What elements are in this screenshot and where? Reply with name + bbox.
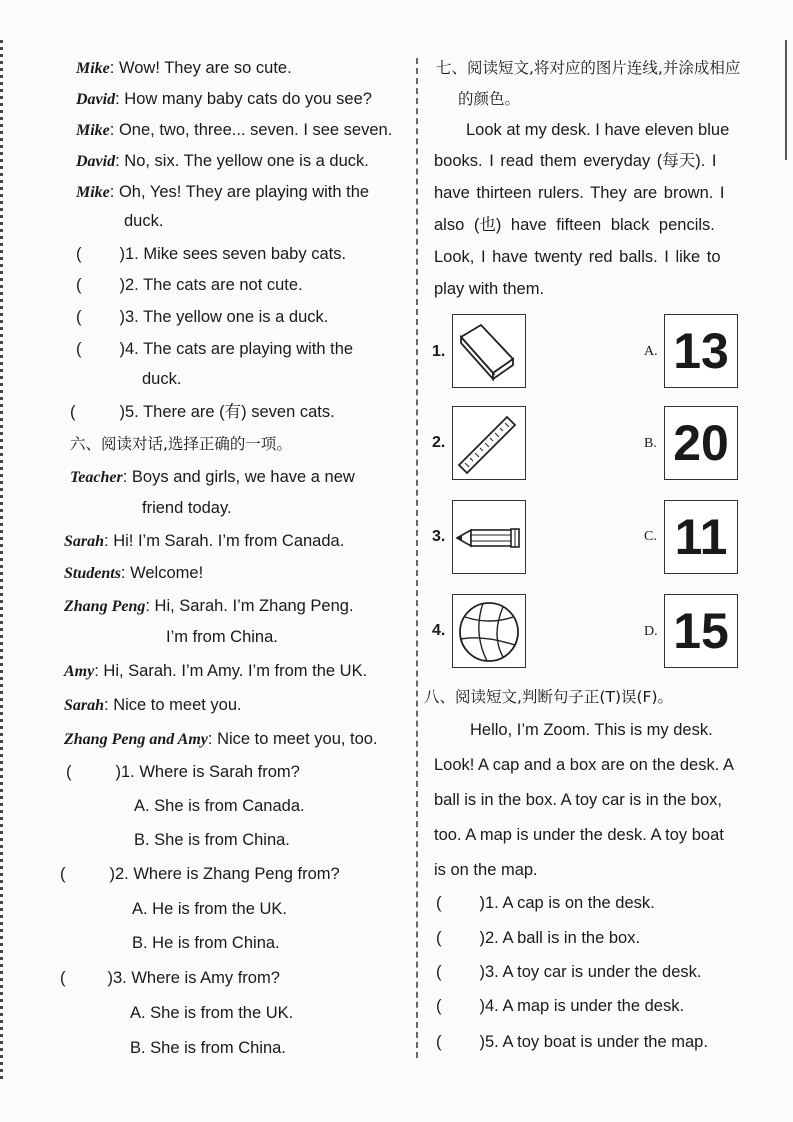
passage-line: also (也) have fifteen black pencils.: [434, 216, 715, 234]
dialogue-line: Mike: Wow! They are so cute.: [76, 59, 292, 77]
choice-option: B. She is from China.: [134, 831, 290, 849]
ball-icon: [453, 595, 525, 667]
passage-line: Look! A cap and a box are on the desk. A: [434, 756, 734, 774]
section-8-title: 八、阅读短文,判断句子正(T)误(F)。: [424, 688, 674, 706]
dialogue-line: Amy: Hi, Sarah. I’m Amy. I’m from the UK.: [64, 662, 368, 680]
number-box[interactable]: 20: [664, 406, 738, 480]
judge-item: ( )1. Mike sees seven baby cats.: [76, 245, 347, 263]
judge-item: ( )5. There are (有) seven cats.: [70, 403, 335, 421]
passage-line: Look at my desk. I have eleven blue: [466, 121, 730, 139]
judge-continuation: duck.: [142, 370, 182, 388]
page-edge-mark: [785, 40, 787, 160]
section-7-title-cont: 的颜色。: [458, 90, 521, 108]
judge-item: ( )1. A cap is on the desk.: [436, 894, 655, 912]
section-6-title: 六、阅读对话,选择正确的一项。: [70, 435, 292, 453]
passage-line: books. I read them everyday (每天). I: [434, 152, 717, 170]
judge-item: ( )5. A toy boat is under the map.: [436, 1033, 708, 1051]
pencil-icon: [453, 501, 525, 573]
passage-line: Look, I have twenty red balls. I like to: [434, 248, 721, 266]
judge-item: ( )4. A map is under the desk.: [436, 997, 685, 1015]
dialogue-line: Teacher: Boys and girls, we have a new: [70, 468, 355, 486]
column-divider: [416, 58, 418, 1058]
judge-item: ( )2. A ball is in the box.: [436, 929, 641, 947]
picture-number: 4.: [432, 622, 446, 639]
choice-question: ( )2. Where is Zhang Peng from?: [60, 865, 340, 883]
ruler-picture[interactable]: [452, 406, 526, 480]
passage-line: ball is in the box. A toy car is in the box,: [434, 791, 722, 809]
number-box[interactable]: 15: [664, 594, 738, 668]
number-box[interactable]: 11: [664, 500, 738, 574]
passage-line: have thirteen rulers. They are brown. I: [434, 184, 725, 202]
dialogue-line: Mike: Oh, Yes! They are playing with the: [76, 183, 370, 201]
choice-option: B. She is from China.: [130, 1039, 286, 1057]
picture-number: 3.: [432, 528, 446, 545]
ball-picture[interactable]: [452, 594, 526, 668]
dialogue-line: Sarah: Nice to meet you.: [64, 696, 242, 714]
judge-item: ( )3. A toy car is under the desk.: [436, 963, 702, 981]
dialogue-continuation: duck.: [124, 212, 164, 230]
dialogue-continuation: I’m from China.: [166, 628, 278, 646]
option-letter: D.: [644, 624, 658, 639]
picture-number: 1.: [432, 343, 446, 360]
dialogue-line: Sarah: Hi! I’m Sarah. I’m from Canada.: [64, 532, 345, 550]
option-letter: B.: [644, 436, 657, 451]
passage-line: play with them.: [434, 280, 545, 298]
passage-line: Hello, I’m Zoom. This is my desk.: [470, 721, 713, 739]
choice-option: A. She is from the UK.: [130, 1004, 294, 1022]
passage-line: too. A map is under the desk. A toy boat: [434, 826, 724, 844]
dialogue-line: David: No, six. The yellow one is a duck.: [76, 152, 369, 170]
option-letter: A.: [644, 344, 658, 359]
choice-option: A. She is from Canada.: [134, 797, 305, 815]
choice-option: A. He is from the UK.: [132, 900, 287, 918]
option-letter: C.: [644, 529, 657, 544]
choice-question: ( )3. Where is Amy from?: [60, 969, 280, 987]
ruler-icon: [453, 407, 525, 479]
dialogue-line: Zhang Peng and Amy: Nice to meet you, too.: [64, 730, 378, 748]
dialogue-line: Zhang Peng: Hi, Sarah. I’m Zhang Peng.: [64, 597, 354, 615]
judge-item: ( )2. The cats are not cute.: [76, 276, 303, 294]
dialogue-line: Mike: One, two, three... seven. I see seven.: [76, 121, 393, 139]
passage-line: is on the map.: [434, 861, 538, 879]
judge-item: ( )4. The cats are playing with the: [76, 340, 354, 358]
book-icon: [453, 315, 525, 387]
choice-option: B. He is from China.: [132, 934, 280, 952]
picture-number: 2.: [432, 434, 446, 451]
dialogue-continuation: friend today.: [142, 499, 232, 517]
judge-item: ( )3. The yellow one is a duck.: [76, 308, 329, 326]
pencil-picture[interactable]: [452, 500, 526, 574]
book-picture[interactable]: [452, 314, 526, 388]
dialogue-line: David: How many baby cats do you see?: [76, 90, 372, 108]
binding-edge: [0, 40, 3, 1080]
dialogue-line: Students: Welcome!: [64, 564, 204, 582]
section-7-title: 七、阅读短文,将对应的图片连线,并涂成相应: [436, 59, 741, 77]
choice-question: ( )1. Where is Sarah from?: [66, 763, 300, 781]
number-box[interactable]: 13: [664, 314, 738, 388]
